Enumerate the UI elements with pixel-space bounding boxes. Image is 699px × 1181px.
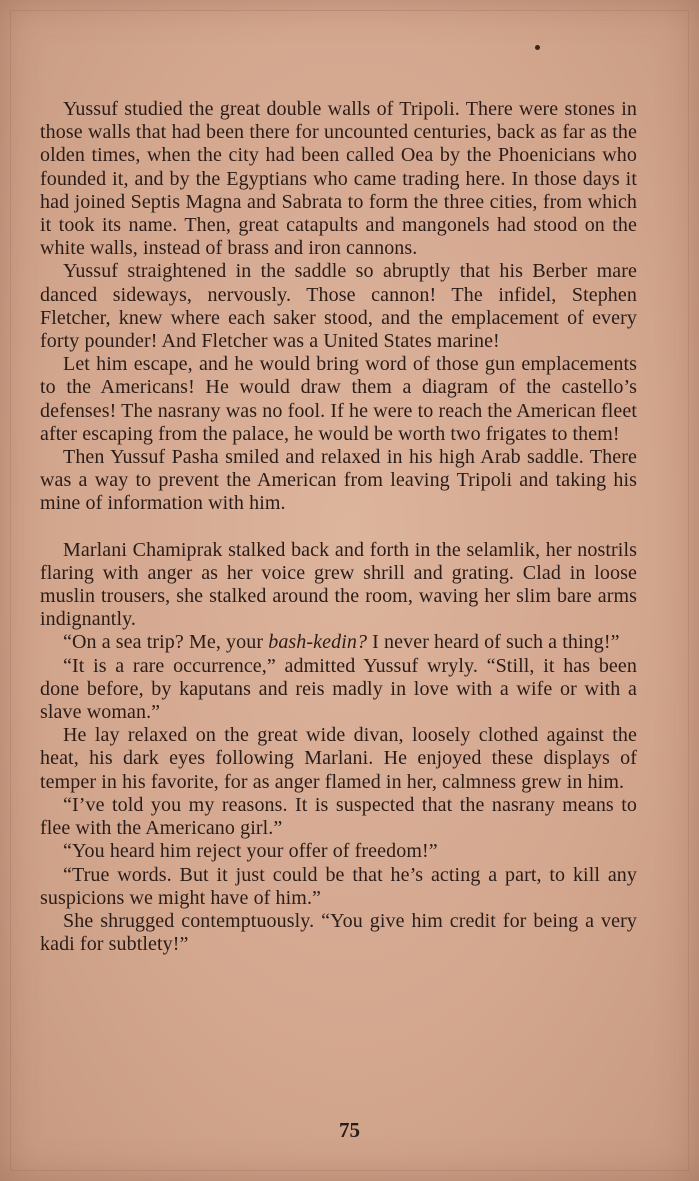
paragraph: Yussuf straightened in the saddle so abruptly that his Berber mare danced sideways, nervously. Those cannon! The infidel, Stephen Fletcher, knew where each saker stood, and the emplacement of every forty pounder! And Fletcher was a United States marine! (40, 260, 637, 353)
paragraph: Marlani Chamiprak stalked back and forth in the selamlik, her nostrils flaring with anger as her voice grew shrill and grating. Clad in loose muslin trousers, she stalked around the room, waving her slim bare arms indignantly. (40, 538, 637, 631)
paragraph: “I’ve told you my reasons. It is suspected that the nasrany means to flee with the Americano girl.” (40, 793, 637, 840)
emphasized-term: bash-kedin? (268, 631, 368, 654)
paragraph: Yussuf studied the great double walls of Tripoli. There were stones in those walls that had been there for uncounted centuries, back as far as the olden times, when the city had been called Oea by the Phoenicians who founded it, and by the Egyptians who came trading here. In those days it had joined Septis Magna and Sabrata to form the three cities, from which it took its name. Then, great catapults and mangonels had stood on the white walls, instead of brass and iron cannons. (40, 98, 637, 260)
paragraph: “True words. But it just could be that he’s acting a part, to kill any suspicions we might have of him.” (40, 863, 637, 909)
dialogue-text: I never heard of such a thing!” (367, 631, 620, 654)
body-text (40, 98, 637, 956)
paragraph: Let him escape, and he would bring word of those gun emplacements to the Americans! He would draw them a diagram of the castello’s defenses! The nasrany was no fool. If he were to reach the American fleet after escaping from the palace, he would be worth two frigates to them! (40, 353, 637, 445)
paragraph: “You heard him reject your offer of freedom!” (63, 840, 438, 863)
paragraph: “It is a rare occurrence,” admitted Yussuf wryly. “Still, it has been done before, by kaputans and reis madly in love with a wife or with a slave woman.” (40, 654, 637, 724)
dialogue-paragraph (40, 631, 637, 654)
page-number: 75 (339, 1118, 360, 1142)
paragraph: Then Yussuf Pasha smiled and relaxed in his high Arab saddle. There was a way to prevent the American from leaving Tripoli and taking his mine of information with him. (40, 446, 637, 515)
ink-speck (535, 45, 540, 50)
paragraph: He lay relaxed on the great wide divan, loosely clothed against the heat, his dark eyes following Marlani. He enjoyed these displays of temper in his favorite, for as anger flamed in her, calmness grew in him. (40, 724, 637, 793)
paragraph: She shrugged contemptuously. “You give him credit for being a very kadi for subtlety!” (40, 909, 637, 956)
dialogue-text: “On a sea trip? Me, your (63, 631, 269, 654)
